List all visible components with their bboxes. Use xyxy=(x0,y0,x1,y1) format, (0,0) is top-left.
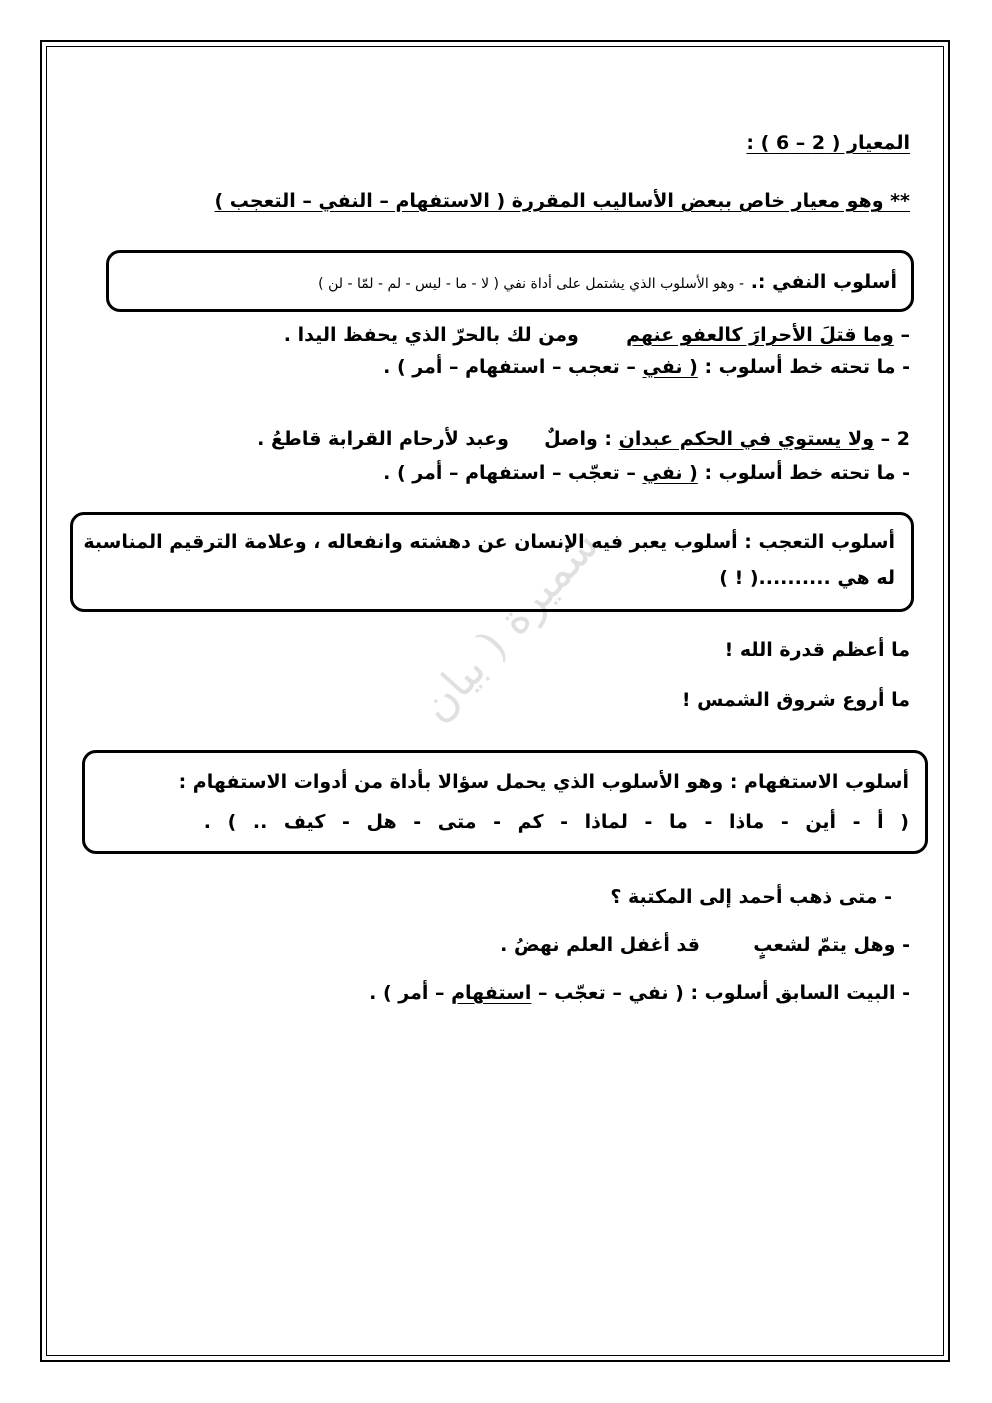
negation-question-2 xyxy=(383,460,910,486)
example-1-hemistich-2: ومن لك بالحرّ الذي يحفظ اليدا . xyxy=(283,324,579,346)
negation-question-1 xyxy=(383,354,910,380)
interrogation-example-2 xyxy=(500,932,910,958)
negation-definition-box xyxy=(106,250,914,312)
exclamation-definition-box xyxy=(70,512,914,612)
example-hemistich-1: - وهل يتمّ لشعبٍ xyxy=(753,934,910,956)
question-answer: استفهام xyxy=(451,982,532,1004)
negation-example-1 xyxy=(284,322,910,348)
interrogation-example-1: - متى ذهب أحمد إلى المكتبة ؟ xyxy=(610,886,892,908)
exclamation-example-1: ما أعظم قدرة الله ! xyxy=(724,639,910,661)
interrogation-tools-list: ( أ - أين - ماذا - ما - لماذا - كم - متى - هل - كيف .. ) . xyxy=(203,811,909,833)
negation-example-2 xyxy=(257,426,910,452)
criterion-subtitle: ** وهو معيار خاص ببعض الأساليب المقررة ( الاستفهام – النفي – التعجب ) xyxy=(214,190,910,212)
question-prefix: - البيت السابق أسلوب : ( نفي – تعجّب – xyxy=(537,982,910,1004)
question-prefix: - ما تحته خط أسلوب : xyxy=(704,356,910,378)
example-2-hemistich-2: وعبد لأرحام القرابة قاطعُ . xyxy=(257,428,509,450)
watermark: سميرة ( بيان xyxy=(410,519,609,732)
example-1-hemistich-1: وما قتلَ الأحرارَ كالعفو عنهم xyxy=(626,324,894,346)
criterion-title: المعيار ( 2 – 6 ) : xyxy=(746,132,910,154)
example-2-middle: : واصلٌ xyxy=(544,428,613,450)
example-dash: – xyxy=(900,324,910,346)
exclamation-definition-line-2: له هي ..........( ! ) xyxy=(719,567,895,589)
negation-definition: - وهو الأسلوب الذي يشتمل على أداة نفي ( لا - ما - ليس - لم - لمّا - لن ) xyxy=(318,276,745,292)
interrogation-question xyxy=(369,980,910,1006)
question-answer: ( نفي xyxy=(642,356,698,378)
question-prefix: - ما تحته خط أسلوب : xyxy=(704,462,910,484)
interrogation-definition-line-1: أسلوب الاستفهام : وهو الأسلوب الذي يحمل سؤالا بأداة من أدوات الاستفهام : xyxy=(178,771,909,793)
question-answer: ( نفي xyxy=(642,462,698,484)
example-2-hemistich-1: ولا يستوي في الحكم عبدان xyxy=(618,428,875,450)
exclamation-example-2: ما أروع شروق الشمس ! xyxy=(681,689,910,711)
example-number: 2 – xyxy=(880,428,910,450)
interrogation-definition-box xyxy=(82,750,928,854)
exclamation-definition-line-1: أسلوب التعجب : أسلوب يعبر فيه الإنسان عن دهشته وانفعاله ، وعلامة الترقيم المناسبة xyxy=(83,531,895,553)
negation-label: أسلوب النفي :. xyxy=(750,271,897,293)
question-options: – تعجب – استفهام – أمر ) . xyxy=(383,356,636,378)
example-hemistich-2: قد أغفل العلم نهضُ . xyxy=(500,934,700,956)
question-options: – أمر ) . xyxy=(369,982,445,1004)
question-options: – تعجّب – استفهام – أمر ) . xyxy=(383,462,636,484)
